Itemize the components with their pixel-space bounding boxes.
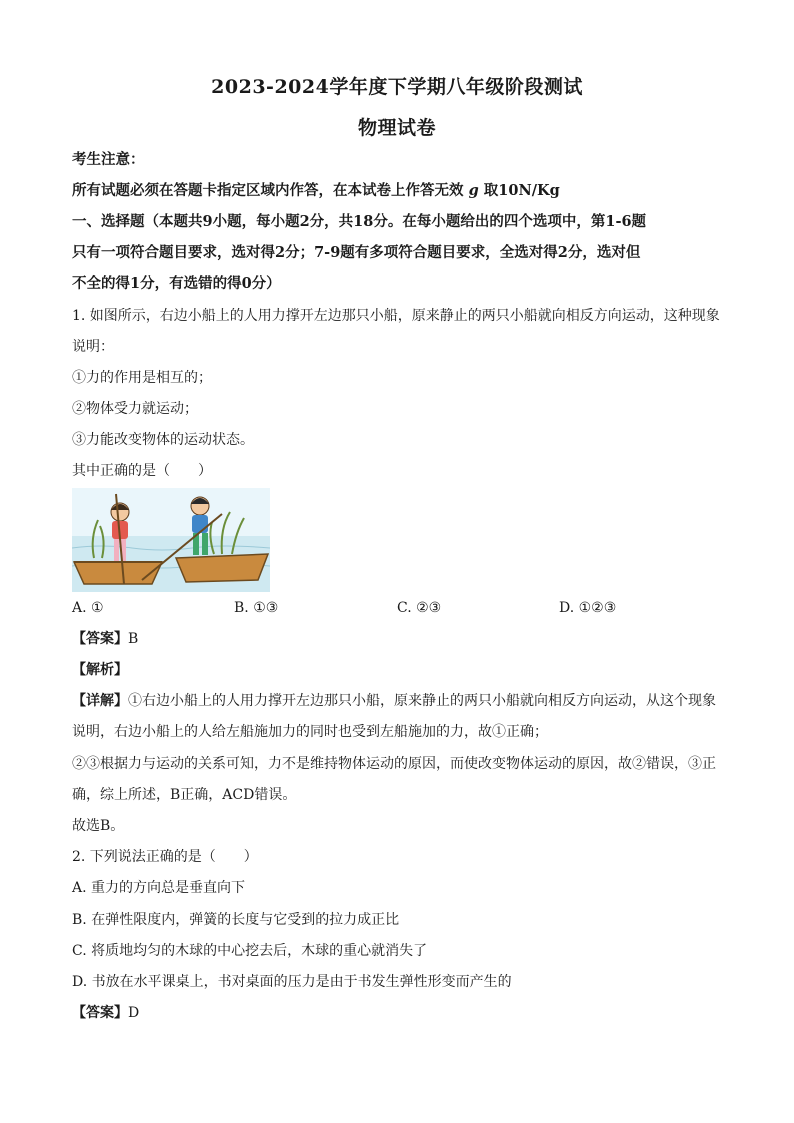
exam-title: 2023-2024学年度下学期八年级阶段测试: [211, 76, 583, 98]
q1-ask: 其中正确的是（ ）: [72, 463, 212, 479]
answer-tag: 【答案】: [72, 631, 128, 647]
q1-detail-line3: ②③根据力与运动的关系可知，力不是维持物体运动的原因，而使改变物体运动的原因，故②错误，③正: [72, 756, 716, 772]
boats-illustration: [72, 488, 270, 592]
answer-tag: 【答案】: [72, 1005, 128, 1021]
q1-stem-line1: 1. 如图所示，右边小船上的人用力撑开左边那只小船，原来静止的两只小船就向相反方向运动，这种现象: [72, 308, 720, 324]
notice-text: [72, 181, 724, 201]
q1-stem-line2: 说明：: [72, 339, 114, 355]
detail-text-1: ①右边小船上的人用力撑开左边那只小船，原来静止的两只小船就向相反方向运动，从这个现象: [128, 693, 716, 709]
section1-line3: 不全的得1分，有选错的得0分）: [72, 275, 281, 292]
q1-answer: [72, 629, 724, 649]
q1-conclusion: 故选B。: [72, 818, 125, 834]
q2-option-c: C. 将质地均匀的木球的中心挖去后，木球的重心就消失了: [72, 943, 428, 959]
q1-item-3: ③力能改变物体的运动状态。: [72, 432, 254, 448]
q1-option-c: C. ②③: [397, 600, 442, 616]
q1-option-a: A. ①: [72, 600, 104, 616]
notice-text-a: 所有试题必须在答题卡指定区域内作答，在本试卷上作答无效: [72, 182, 464, 199]
q1-analysis-tag: [72, 660, 724, 680]
section1-line1: 一、选择题（本题共9小题，每小题2分，共18分。在每小题给出的四个选项中，第1-6题: [72, 213, 647, 230]
q2-option-a: A. 重力的方向总是垂直向下: [72, 880, 246, 896]
q2-answer: [72, 1003, 724, 1023]
q2-stem: 2. 下列说法正确的是（ ）: [72, 849, 258, 865]
notice-label: 考生注意：: [72, 151, 145, 168]
q1-option-b: B. ①③: [234, 600, 279, 616]
q1-item-2: ②物体受力就运动；: [72, 401, 198, 417]
analysis-tag: 【解析】: [72, 662, 128, 678]
q1-item-1: ①力的作用是相互的；: [72, 370, 212, 386]
notice-text-b: 取10N/Kg: [483, 182, 560, 199]
q1-option-d: D. ①②③: [559, 600, 617, 616]
q1-detail-line2: 说明，右边小船上的人给左船施加力的同时也受到左船施加的力，故①正确；: [72, 724, 548, 740]
q1-detail-line4: 确，综上所述，B正确，ACD错误。: [72, 787, 297, 803]
answer-value: D: [128, 1005, 140, 1021]
exam-subtitle: 物理试卷: [357, 117, 436, 139]
detail-tag: 【详解】: [72, 693, 128, 709]
section1-line2: 只有一项符合题目要求，选对得2分；7-9题有多项符合题目要求，全选对得2分，选对但: [72, 244, 641, 261]
q1-detail-line1: [72, 691, 724, 711]
q2-option-b: B. 在弹性限度内，弹簧的长度与它受到的拉力成正比: [72, 912, 400, 928]
q2-option-d: D. 书放在水平课桌上，书对桌面的压力是由于书发生弹性形变而产生的: [72, 974, 512, 990]
answer-value: B: [128, 631, 139, 647]
g-symbol: g: [468, 182, 479, 199]
